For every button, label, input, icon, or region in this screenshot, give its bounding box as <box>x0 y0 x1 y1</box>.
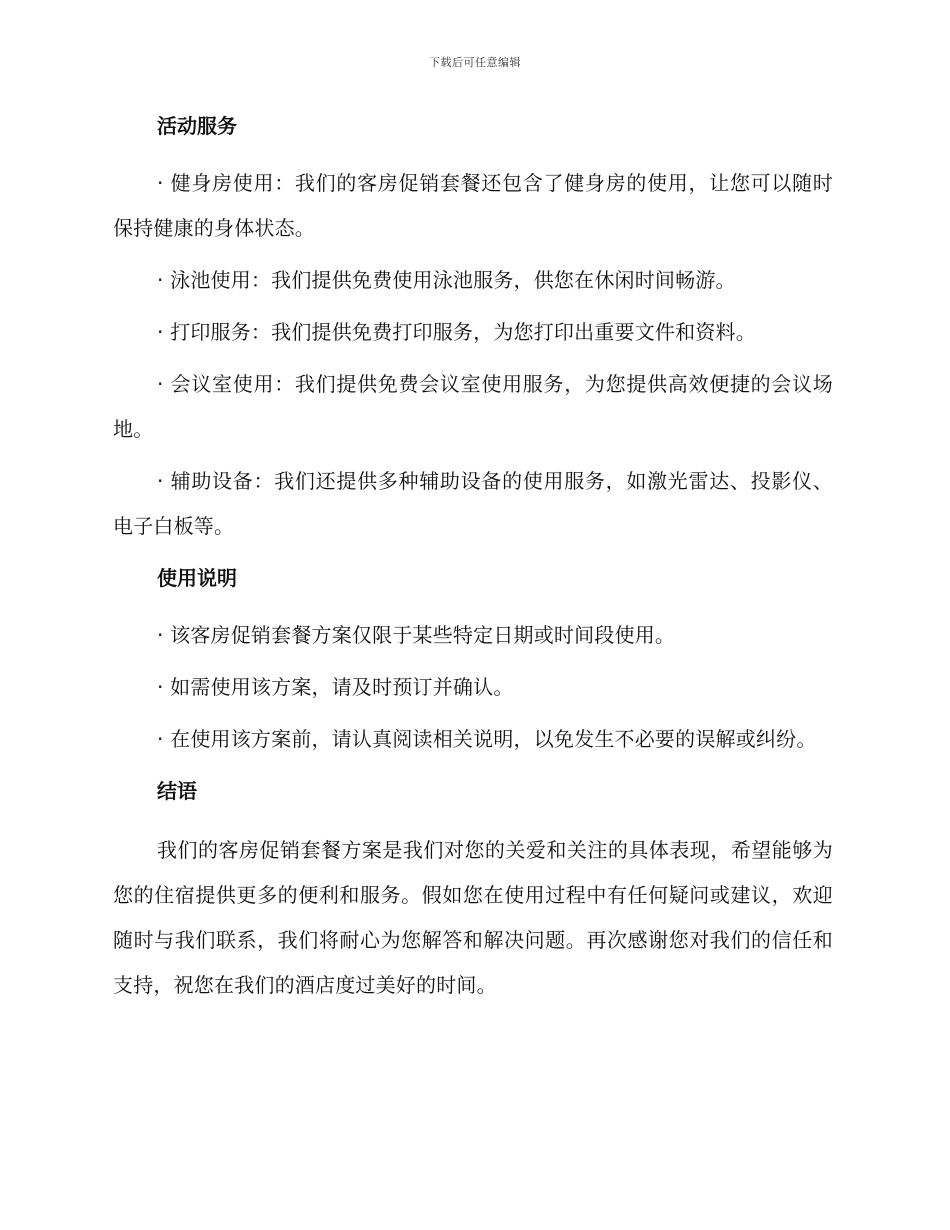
conclusion-paragraph: 我们的客房促销套餐方案是我们对您的关爱和关注的具体表现，希望能够为您的住宿提供更多的便利和服务。假如您在使用过程中有任何疑问或建议，欢迎随时与我们联系，我们将耐心为您解答和解决问题。再次感谢您对我们的信任和支持，祝您在我们的酒店度过美好的时间。 <box>113 838 833 997</box>
section-title-conclusion: 结语 <box>157 779 197 803</box>
usage-item-dates: · 该客房促销套餐方案仅限于某些特定日期或时间段使用。 <box>157 623 676 647</box>
page-header-note: 下载后可任意编辑 <box>429 56 521 69</box>
activity-item-printing: · 打印服务：我们提供免费打印服务，为您打印出重要文件和资料。 <box>157 320 756 344</box>
section-title-usage: 使用说明 <box>157 566 237 590</box>
activity-item-pool: · 泳池使用：我们提供免费使用泳池服务，供您在休闲时间畅游。 <box>157 268 736 292</box>
activity-item-equipment: · 辅助设备：我们还提供多种辅助设备的使用服务，如激光雷达、投影仪、电子白板等。 <box>113 469 833 538</box>
usage-item-read-instructions: · 在使用该方案前，请认真阅读相关说明，以免发生不必要的误解或纠纷。 <box>157 727 817 751</box>
document-body <box>113 110 833 1021</box>
activity-item-gym: · 健身房使用：我们的客房促销套餐还包含了健身房的使用，让您可以随时保持健康的身体状态。 <box>113 171 833 240</box>
usage-item-booking: · 如需使用该方案，请及时预订并确认。 <box>157 675 514 699</box>
section-title-activity: 活动服务 <box>157 114 237 138</box>
activity-item-meeting-room: · 会议室使用：我们提供免费会议室使用服务，为您提供高效便捷的会议场地。 <box>113 372 833 441</box>
